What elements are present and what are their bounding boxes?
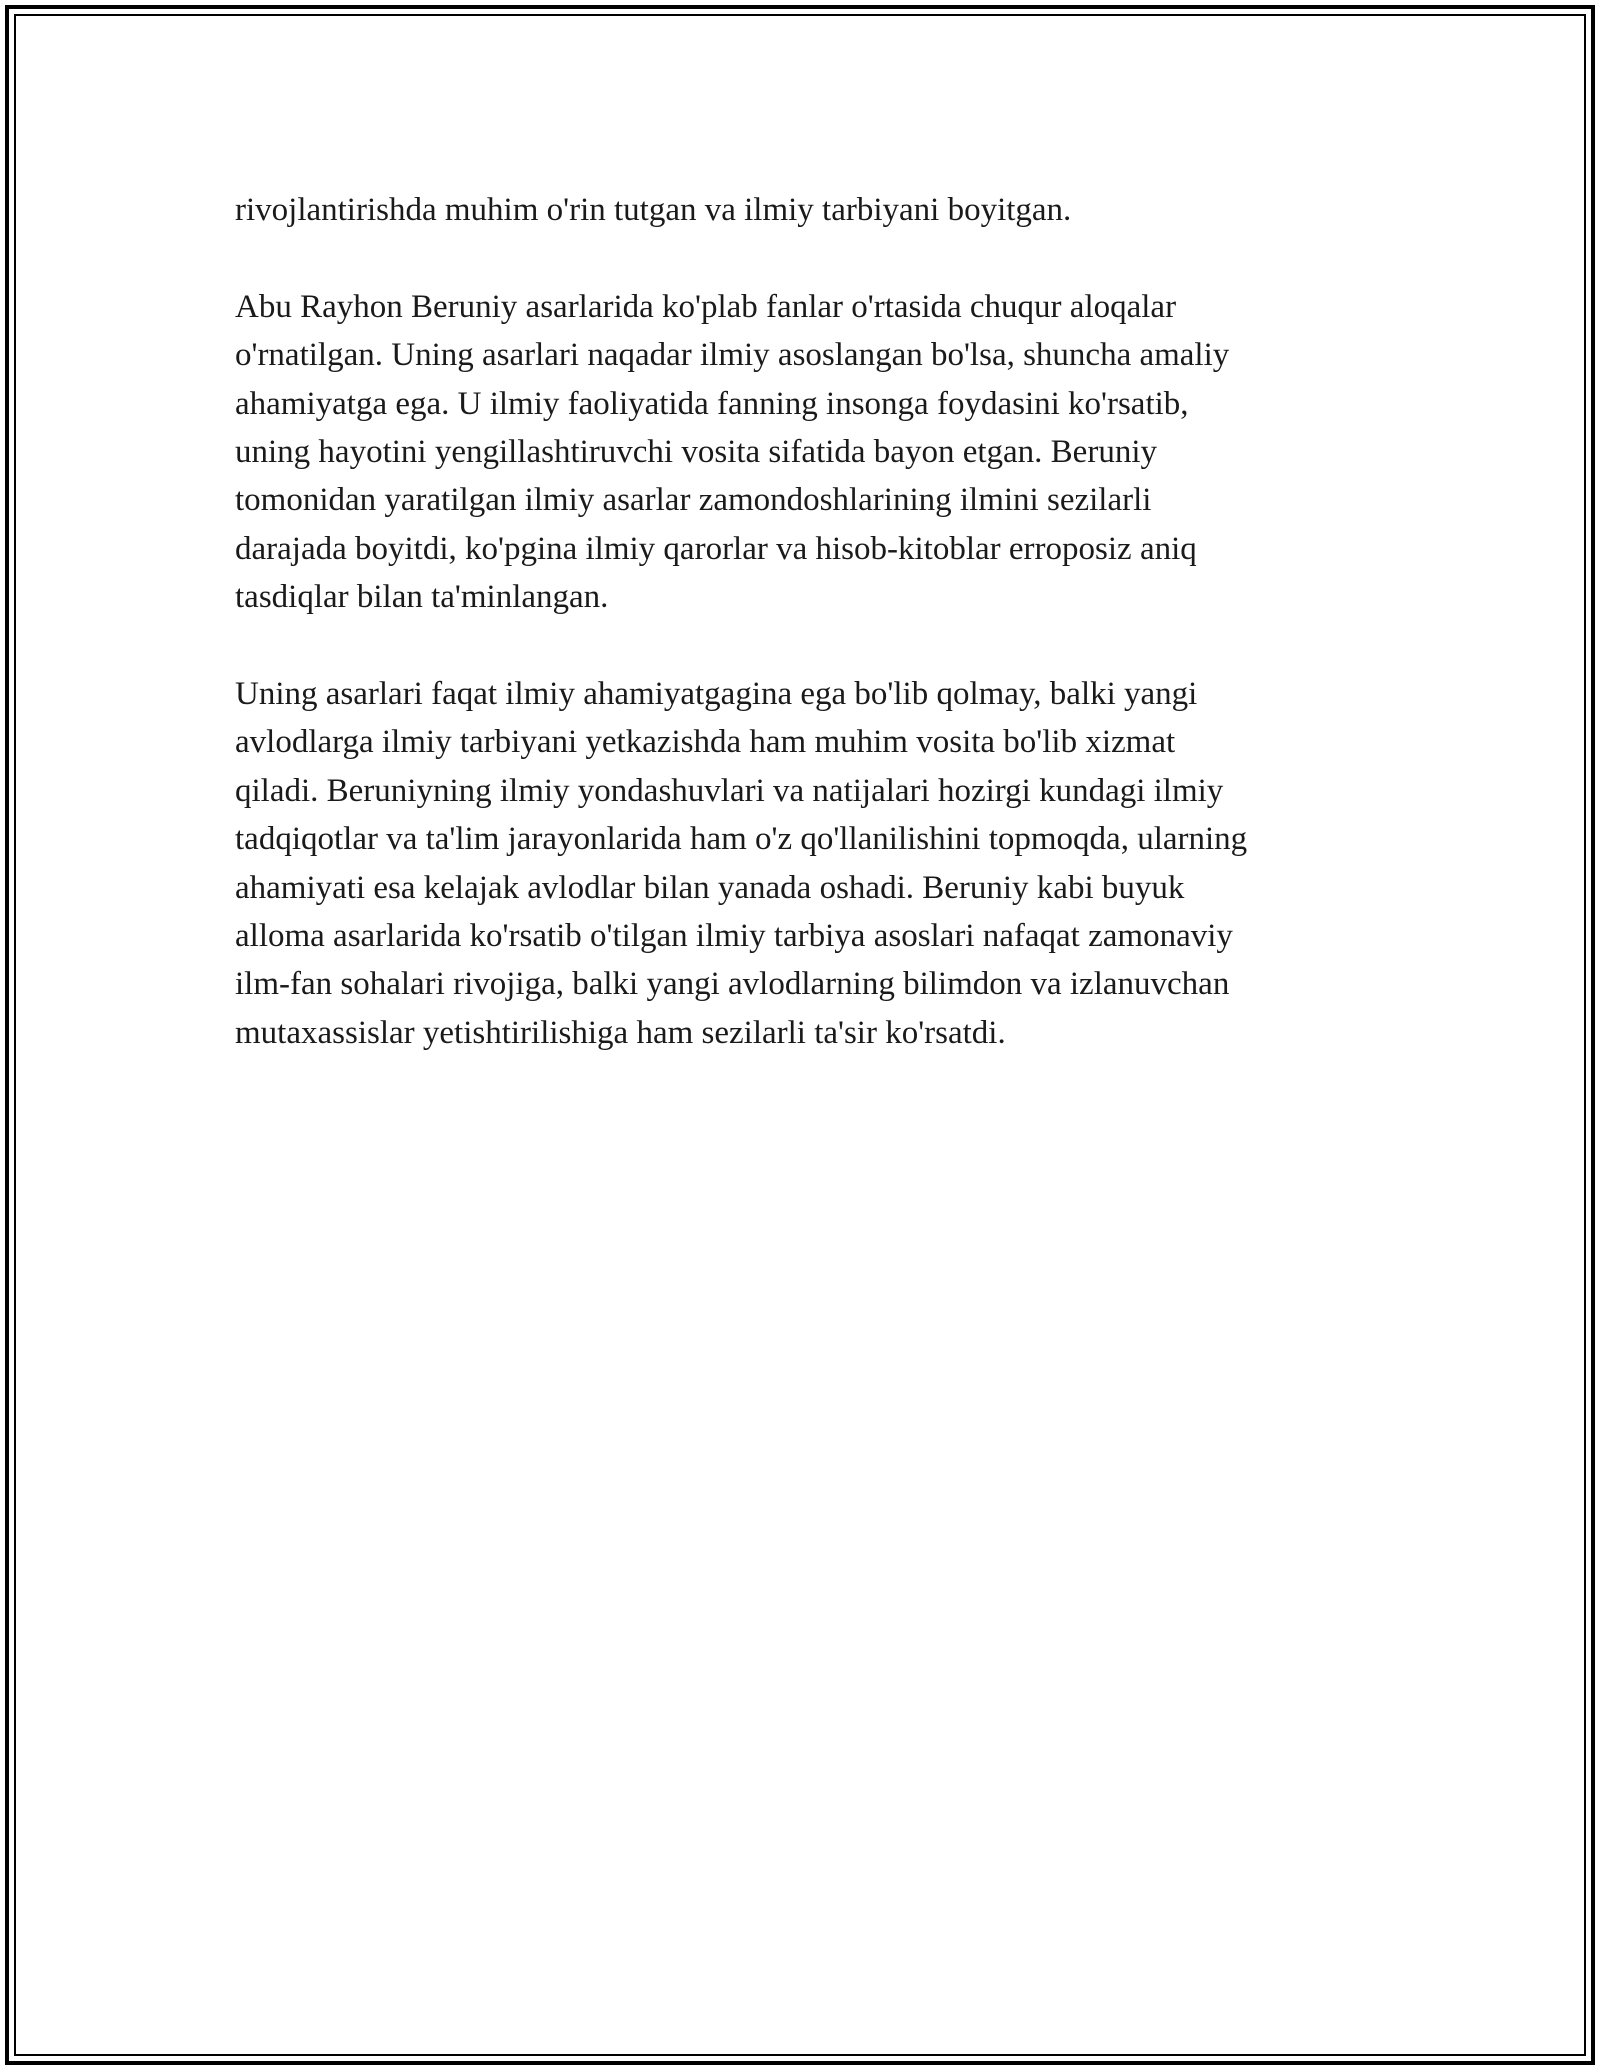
paragraph-beruniy-works: Abu Rayhon Beruniy asarlarida ko'plab fanlar o'rtasida chuqur aloqalar o'rnatilgan. Uning asarlari naqadar ilmiy asoslangan bo'lsa, shuncha amaliy ahamiyatga ega. U ilmiy faoliyatida fanning insonga foydasini ko'rsatib, uning hayotini yengillashtiruvchi vosita sifatida bayon etgan. Beruniy tomonidan yaratilgan ilmiy asarlar zamondoshlarining ilmini sezilarli darajada boyitdi, ko'pgina ilmiy qarorlar va hisob-kitoblar erroposiz aniq tasdiqlar bilan ta'minlangan. [235,288,1230,616]
paragraph-continuation: rivojlantirishda muhim o'rin tutgan va ilmiy tarbiyani boyitgan. [235,192,1072,228]
document-body [235,186,1385,1106]
paragraph-beruniy-legacy: Uning asarlari faqat ilmiy ahamiyatgagina ega bo'lib qolmay, balki yangi avlodlarga ilmiy tarbiyani yetkazishda ham muhim vosita bo'lib xizmat qiladi. Beruniyning ilmiy yondashuvlari va natijalari hozirgi kundagi ilmiy tadqiqotlar va ta'lim jarayonlarida ham o'z qo'llanilishini topmoqda, ularning ahamiyati esa kelajak avlodlar bilan yanada oshadi. Beruniy kabi buyuk alloma asarlarida ko'rsatib o'tilgan ilmiy tarbiya asoslari nafaqat zamonaviy ilm-fan sohalari rivojiga, balki yangi avlodlarning bilimdon va izlanuvchan mutaxassislar yetishtirilishiga ham sezilarli ta'sir ko'rsatdi. [235,676,1248,1051]
